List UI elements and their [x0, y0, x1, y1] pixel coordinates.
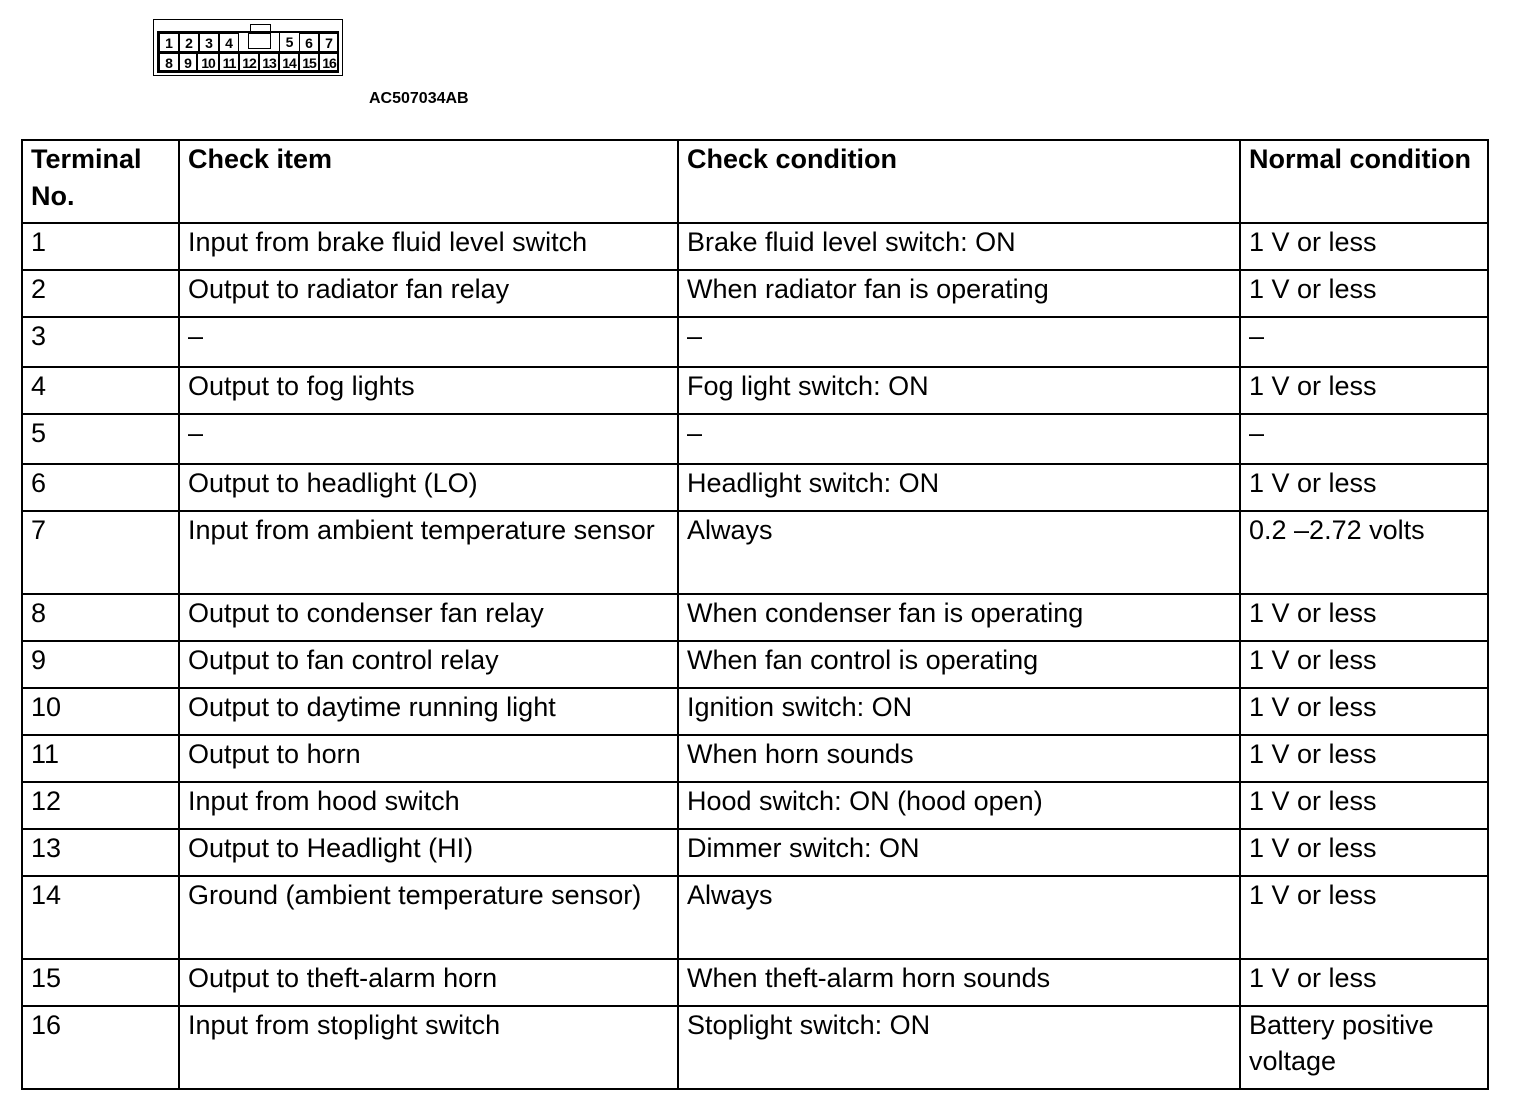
table-row	[22, 782, 1488, 829]
cell-terminal: 10	[22, 688, 179, 735]
cell-terminal: 12	[22, 782, 179, 829]
cell-check-item: Input from hood switch	[179, 782, 678, 829]
cell-check-condition: Fog light switch: ON	[678, 367, 1240, 414]
cell-check-item: Input from brake fluid level switch	[179, 223, 678, 270]
connector-pin: 5	[279, 33, 299, 52]
cell-check-condition: When fan control is operating	[678, 641, 1240, 688]
cell-terminal: 13	[22, 829, 179, 876]
cell-normal-condition: 1 V or less	[1240, 688, 1488, 735]
cell-check-condition: Headlight switch: ON	[678, 464, 1240, 511]
cell-terminal: 11	[22, 735, 179, 782]
cell-check-condition: Brake fluid level switch: ON	[678, 223, 1240, 270]
cell-check-item: –	[179, 414, 678, 464]
cell-check-item: Output to condenser fan relay	[179, 594, 678, 641]
cell-normal-condition: 1 V or less	[1240, 223, 1488, 270]
cell-normal-condition: 1 V or less	[1240, 782, 1488, 829]
cell-normal-condition: 1 V or less	[1240, 735, 1488, 782]
cell-normal-condition: 1 V or less	[1240, 959, 1488, 1006]
cell-check-condition: Hood switch: ON (hood open)	[678, 782, 1240, 829]
connector-pin: 12	[239, 53, 259, 71]
cell-normal-condition: Battery positive voltage	[1240, 1006, 1488, 1089]
table-row	[22, 464, 1488, 511]
cell-terminal: 3	[22, 317, 179, 367]
connector-pin: 16	[319, 53, 339, 71]
table-row	[22, 829, 1488, 876]
cell-terminal: 1	[22, 223, 179, 270]
cell-check-condition: Always	[678, 876, 1240, 959]
cell-check-condition: Ignition switch: ON	[678, 688, 1240, 735]
table-row	[22, 270, 1488, 317]
cell-terminal: 8	[22, 594, 179, 641]
cell-terminal: 5	[22, 414, 179, 464]
table-row	[22, 223, 1488, 270]
cell-normal-condition: 1 V or less	[1240, 367, 1488, 414]
table-row	[22, 876, 1488, 959]
cell-check-condition: –	[678, 414, 1240, 464]
cell-normal-condition: 1 V or less	[1240, 594, 1488, 641]
cell-terminal: 7	[22, 511, 179, 594]
cell-check-item: Input from stoplight switch	[179, 1006, 678, 1089]
header-terminal-no: Terminal No.	[22, 140, 179, 223]
cell-check-item: Ground (ambient temperature sensor)	[179, 876, 678, 959]
table-row	[22, 594, 1488, 641]
cell-check-condition: When radiator fan is operating	[678, 270, 1240, 317]
cell-check-item: –	[179, 317, 678, 367]
connector-pin: 4	[219, 33, 239, 52]
cell-check-item: Output to theft-alarm horn	[179, 959, 678, 1006]
connector-pin: 11	[219, 53, 239, 71]
connector-pin: 8	[159, 53, 179, 71]
cell-check-condition: When horn sounds	[678, 735, 1240, 782]
cell-terminal: 14	[22, 876, 179, 959]
table-row	[22, 414, 1488, 464]
cell-normal-condition: –	[1240, 317, 1488, 367]
cell-check-item: Output to fog lights	[179, 367, 678, 414]
cell-normal-condition: 1 V or less	[1240, 270, 1488, 317]
table-row	[22, 688, 1488, 735]
connector-pin: 2	[179, 33, 199, 52]
cell-check-item: Output to horn	[179, 735, 678, 782]
cell-check-item: Output to daytime running light	[179, 688, 678, 735]
cell-terminal: 16	[22, 1006, 179, 1089]
table-header-row	[22, 140, 1488, 223]
connector-pin: 14	[279, 53, 299, 71]
cell-normal-condition: –	[1240, 414, 1488, 464]
cell-check-item: Output to Headlight (HI)	[179, 829, 678, 876]
table-row	[22, 641, 1488, 688]
cell-check-condition: Stoplight switch: ON	[678, 1006, 1240, 1089]
terminal-check-table	[21, 139, 1489, 1090]
cell-normal-condition: 1 V or less	[1240, 829, 1488, 876]
cell-check-item: Input from ambient temperature sensor	[179, 511, 678, 594]
cell-terminal: 15	[22, 959, 179, 1006]
connector-pin: 1	[159, 33, 179, 52]
table-row	[22, 1006, 1488, 1089]
header-check-condition: Check condition	[678, 140, 1240, 223]
cell-terminal: 4	[22, 367, 179, 414]
cell-normal-condition: 1 V or less	[1240, 876, 1488, 959]
cell-check-item: Output to radiator fan relay	[179, 270, 678, 317]
table-row	[22, 317, 1488, 367]
connector-pin: 6	[299, 33, 319, 52]
header-check-item: Check item	[179, 140, 678, 223]
connector-pin: 10	[197, 53, 219, 71]
connector-empty-slot	[248, 33, 271, 49]
table-row	[22, 959, 1488, 1006]
header-normal-condition: Normal condition	[1240, 140, 1488, 223]
figure-code: AC507034AB	[369, 90, 469, 107]
table-row	[22, 735, 1488, 782]
cell-normal-condition: 1 V or less	[1240, 464, 1488, 511]
cell-check-item: Output to fan control relay	[179, 641, 678, 688]
cell-check-item: Output to headlight (LO)	[179, 464, 678, 511]
connector-pin: 7	[319, 33, 339, 52]
cell-normal-condition: 1 V or less	[1240, 641, 1488, 688]
table-row	[22, 367, 1488, 414]
cell-check-condition: –	[678, 317, 1240, 367]
connector-pin: 3	[199, 33, 219, 52]
cell-check-condition: When theft-alarm horn sounds	[678, 959, 1240, 1006]
cell-normal-condition: 0.2 –2.72 volts	[1240, 511, 1488, 594]
cell-terminal: 2	[22, 270, 179, 317]
cell-check-condition: Always	[678, 511, 1240, 594]
cell-terminal: 6	[22, 464, 179, 511]
cell-terminal: 9	[22, 641, 179, 688]
connector-diagram	[153, 19, 343, 76]
table-row	[22, 511, 1488, 594]
connector-pin: 15	[299, 53, 319, 71]
cell-check-condition: Dimmer switch: ON	[678, 829, 1240, 876]
connector-pin: 9	[179, 53, 197, 71]
cell-check-condition: When condenser fan is operating	[678, 594, 1240, 641]
connector-pin: 13	[259, 53, 279, 71]
